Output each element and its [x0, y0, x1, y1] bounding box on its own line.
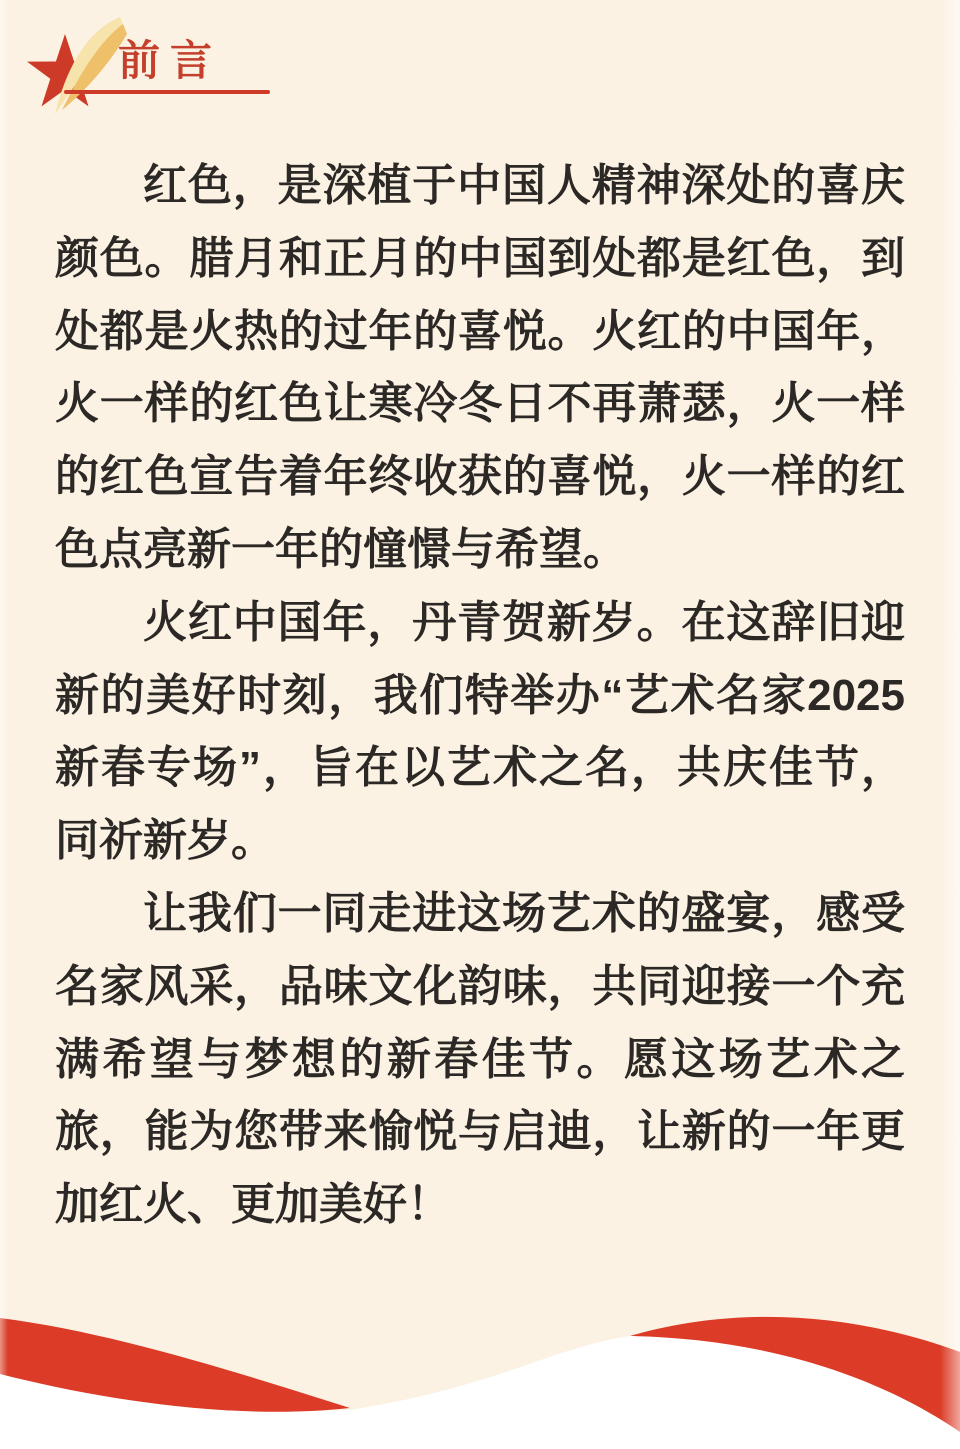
bottom-wave-decoration: [0, 1274, 960, 1449]
text-line: 加红火、更加美好！: [55, 1180, 451, 1230]
text-line: 火一样的红色让寒冷冬日不再萧瑟，火一样: [55, 379, 905, 429]
text-line: 的红色宣告着年终收获的喜悦，火一样的红: [55, 452, 905, 502]
text-line: 新的美好时刻，我们特举办“艺术名家2025: [55, 670, 905, 720]
star-comet-icon: [20, 12, 130, 122]
page-edge-highlight-left: [0, 0, 8, 1449]
text-line: 让我们一同走进这场艺术的盛宴，感受: [143, 888, 905, 938]
text-line: 新春专场”，旨在以艺术之名，共庆佳节，: [55, 743, 905, 793]
preface-text: [55, 150, 905, 1242]
text-line: 色点亮新一年的憧憬与希望。: [55, 524, 627, 574]
text-line: 名家风采，品味文化韵味，共同迎接一个充: [55, 961, 905, 1011]
paragraph: [55, 150, 905, 587]
text-line: 颜色。腊月和正月的中国到处都是红色，到: [55, 233, 905, 283]
text-line: 旅，能为您带来愉悦与启迪，让新的一年更: [55, 1107, 905, 1157]
text-line: 火红中国年，丹青贺新岁。在这辞旧迎: [143, 597, 905, 647]
paragraph: [55, 587, 905, 878]
title-underline: [64, 90, 270, 94]
text-line: 处都是火热的过年的喜悦。火红的中国年，: [55, 306, 905, 356]
paragraph: [55, 878, 905, 1242]
section-header: [0, 0, 960, 130]
text-line: 红色，是深植于中国人精神深处的喜庆: [143, 161, 905, 210]
page-edge-highlight-right: [940, 0, 960, 1449]
text-line: 同祈新岁。: [55, 816, 275, 866]
page-title: 前言: [118, 37, 223, 84]
text-line: 满希望与梦想的新春佳节。愿这场艺术之: [55, 1034, 905, 1084]
